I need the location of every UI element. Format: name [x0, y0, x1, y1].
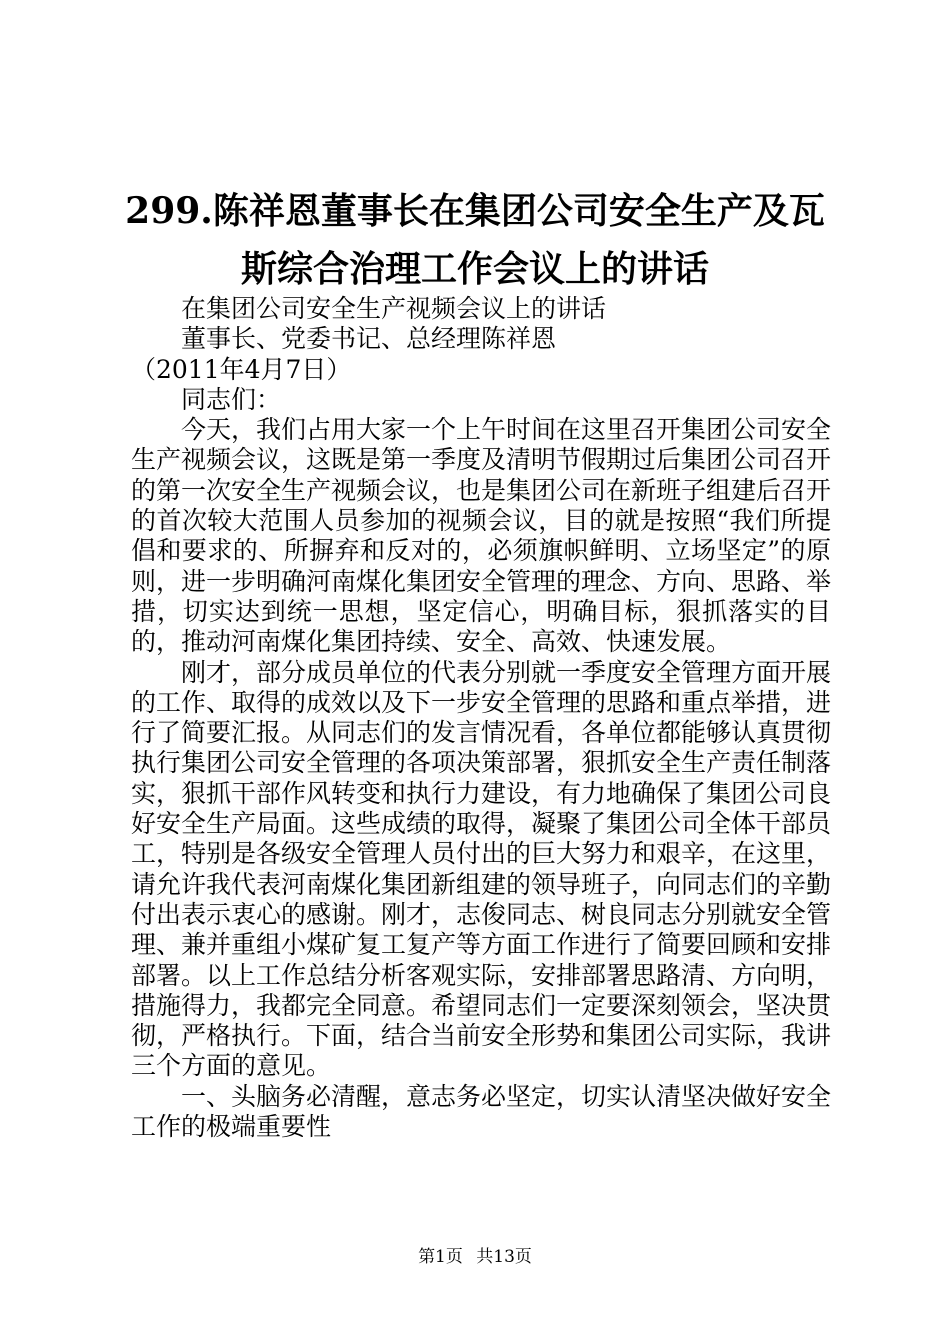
- salutation: 同志们：: [181, 384, 282, 414]
- page-number: 第1页: [418, 1247, 463, 1267]
- page-total: 共13页: [476, 1247, 532, 1267]
- page-footer: [0, 1246, 950, 1268]
- paragraph: 刚才，部分成员单位的代表分别就一季度安全管理方面开展的工作、取得的成效以及下一步安全管理的思路和重点举措，进行了简要汇报。从同志们的发言情况看，各单位都能够认真贯彻执行集团公司安全管理的各项决策部署，狠抓安全生产责任制落实，狠抓干部作风转变和执行力建设，有力地确保了集团公司良好安全生产局面。这些成绩的取得，凝聚了集团公司全体干部员工，特别是各级安全管理人员付出的巨大努力和艰辛，在这里，请允许我代表河南煤化集团新组建的领导班子，向同志们的辛勤付出表示衷心的感谢。刚才，志俊同志、树良同志分别就安全管理、兼并重组小煤矿复工复产等方面工作进行了简要回顾和安排部署。以上工作总结分析客观实际，安排部署思路清、方向明，措施得力，我都完全同意。希望同志们一定要深刻领会，坚决贯彻，严格执行。下面，结合当前安全形势和集团公司实际，我讲三个方面的意见。: [131, 657, 832, 1081]
- speech-subtitle: 在集团公司安全生产视频会议上的讲话: [181, 294, 607, 323]
- section-heading: 一、头脑务必清醒，意志务必坚定，切实认清坚决做好安全工作的极端重要性: [131, 1081, 832, 1142]
- speech-date: （2011年4月7日）: [131, 354, 352, 384]
- document-body: [131, 294, 831, 1142]
- document-title: 299.陈祥恩董事长在集团公司安全生产及瓦斯综合治理工作会议上的讲话: [125, 190, 825, 290]
- paragraph: 今天，我们占用大家一个上午时间在这里召开集团公司安全生产视频会议，这既是第一季度及清明节假期过后集团公司召开的第一次安全生产视频会议，也是集团公司在新班子组建后召开的首次较大范围人员参加的视频会议，目的就是按照“我们所提倡和要求的、所摒弃和反对的，必须旗帜鲜明、立场坚定”的原则，进一步明确河南煤化集团安全管理的理念、方向、思路、举措，切实达到统一思想，坚定信心，明确目标，狠抓落实的目的，推动河南煤化集团持续、安全、高效、快速发展。: [131, 415, 832, 657]
- speaker-line: 董事长、党委书记、总经理陈祥恩: [181, 324, 557, 354]
